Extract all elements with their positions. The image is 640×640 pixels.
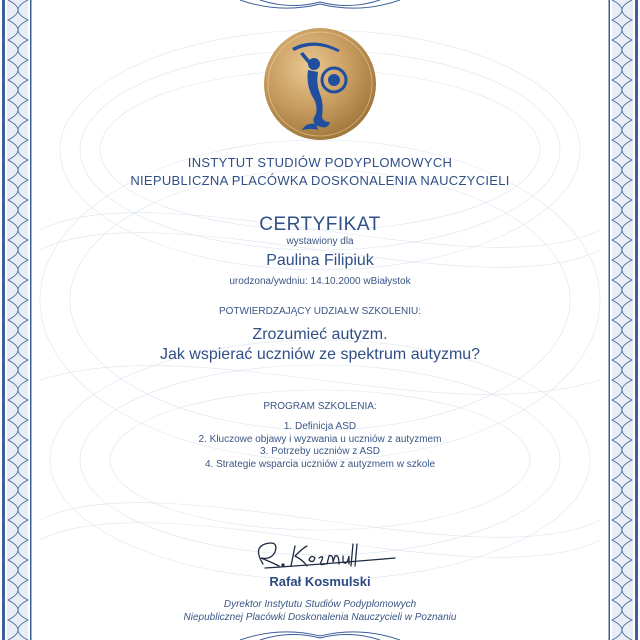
institution-name-line1: INSTYTUT STUDIÓW PODYPLOMOWYCH [187,155,453,170]
program-item-1: 1. Definicja ASD [283,421,357,432]
program-list [40,421,600,471]
signatory-role-line1: Dyrektor Instytutu Studiów Podyplomowych [223,599,417,610]
institution-name-line2: NIEPUBLICZNA PLACÓWKA DOSKONALENIA NAUCZYCIELI [130,173,510,188]
program-item-3: 3. Potrzeby uczniów z ASD [259,446,381,457]
mermaid-seal-icon [262,26,378,142]
top-ornament [220,0,420,22]
signatory-role-line2: Niepublicznej Placówki Doskonalenia Nauczycieli w Poznaniu [183,612,457,623]
course-title-line1: Zrozumieć autyzm. [252,326,388,343]
program-item-4: 4. Strategie wsparcia uczniów z autyzmem w szkole [204,458,436,470]
program-item-2: 2. Kluczowe objawy i wyzwania u uczniów z autyzmem [198,433,442,445]
certificate-title-text: CERTYFIKAT [259,214,381,235]
course-title [40,325,600,365]
signatory-name: Rafał Kosmulski [269,574,371,589]
institution-header [40,154,600,190]
recipient-name: Paulina Filipiuk [266,252,374,269]
left-ornamental-border [0,0,36,640]
right-ornamental-border [604,0,640,640]
handwritten-signature [245,538,405,572]
birth-info: urodzona/ywdniu: 14.10.2000 wBiałystok [229,276,411,287]
confirms-label: POTWIERDZAJĄCY UDZIAŁW SZKOLENIU: [218,306,422,317]
issued-for-label: wystawiony dla [286,236,354,247]
program-heading: PROGRAM SZKOLENIA: [263,401,377,412]
course-title-line2: Jak wspierać uczniów ze spektrum autyzmu? [159,346,481,363]
